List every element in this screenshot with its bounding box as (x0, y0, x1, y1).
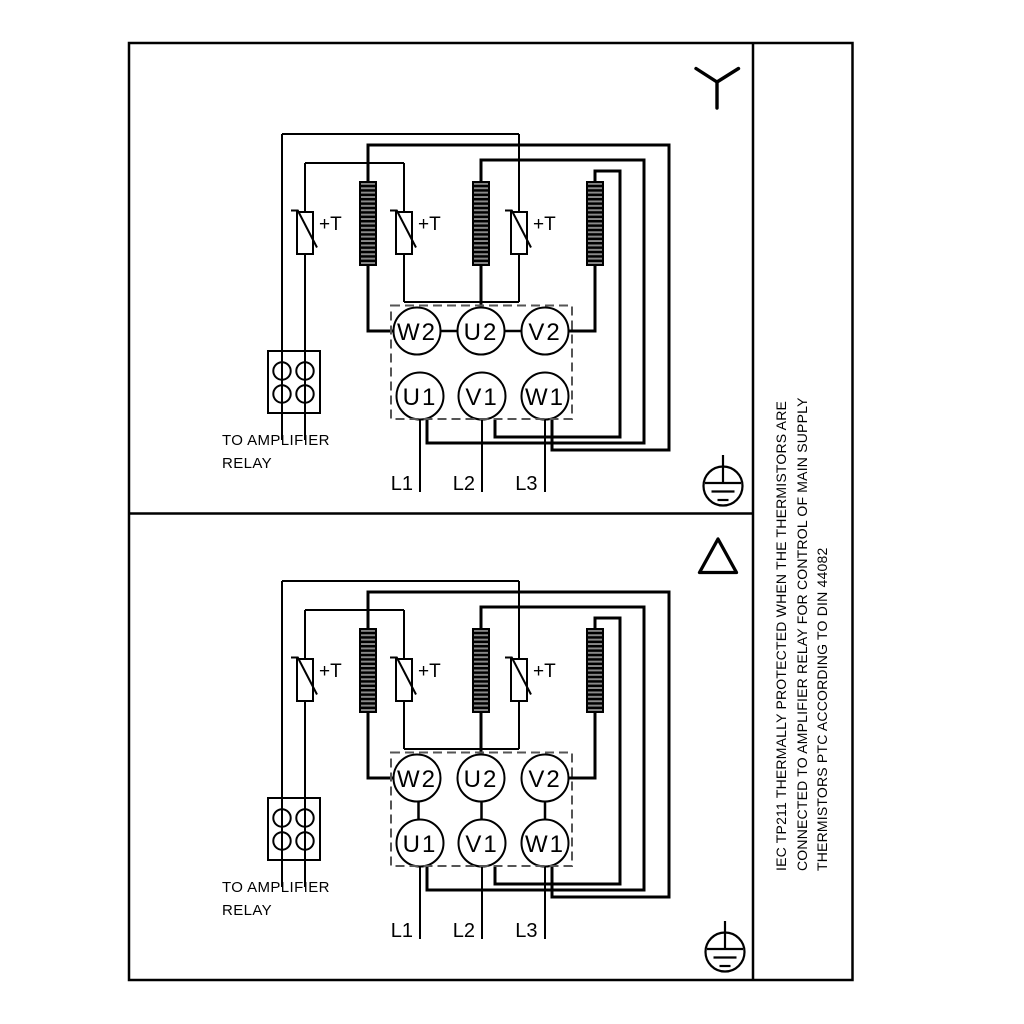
terminal-label-w1: W1 (525, 384, 565, 411)
thermistor-label: +T (319, 661, 342, 682)
terminal-label-v2: V2 (528, 766, 562, 793)
vertical-note-column (771, 382, 833, 871)
delta-terminal-links (419, 802, 546, 820)
terminal-label-u1: U1 (402, 384, 438, 411)
terminal-label-u2: U2 (463, 766, 499, 793)
supply-line-label-l3: L3 (515, 920, 538, 942)
note-line-3: THERMISTORS PTC ACCORDING TO DIN 44082 (814, 547, 830, 871)
delta-icon (700, 539, 737, 573)
supply-line-label-l3: L3 (515, 473, 538, 495)
terminal-label-v1: V1 (465, 384, 499, 411)
thermistor-label: +T (319, 214, 342, 235)
terminal-label-v1: V1 (465, 831, 499, 858)
thermistor-label: +T (533, 214, 556, 235)
relay-caption-line1: TO AMPLIFIER (222, 432, 330, 449)
note-line-2: CONNECTED TO AMPLIFIER RELAY FOR CONTROL OF MAIN SUPPLY (793, 397, 810, 871)
thermistor-label: +T (418, 214, 441, 235)
terminal-label-w2: W2 (397, 766, 437, 793)
terminal-label-w1: W1 (525, 831, 565, 858)
relay-caption-line2: RELAY (222, 902, 273, 919)
supply-line-label-l1: L1 (390, 920, 413, 942)
terminal-label-w2: W2 (397, 319, 437, 346)
star-panel (222, 69, 743, 506)
relay-caption-line1: TO AMPLIFIER (222, 879, 330, 896)
terminal-label-v2: V2 (528, 319, 562, 346)
thermistor-label: +T (533, 661, 556, 682)
thermistor-label: +T (418, 661, 441, 682)
earth-ground-icon (704, 455, 743, 506)
supply-line-label-l1: L1 (390, 473, 413, 495)
supply-line-label-l2: L2 (452, 473, 475, 495)
terminal-label-u2: U2 (463, 319, 499, 346)
earth-ground-icon (706, 921, 745, 972)
note-line-1: IEC TP211 THERMALLY PROTECTED WHEN THE THERMISTORS ARE (773, 400, 789, 871)
star-icon (696, 69, 739, 109)
relay-caption-line2: RELAY (222, 455, 273, 472)
delta-panel (222, 539, 745, 972)
supply-line-label-l2: L2 (452, 920, 475, 942)
terminal-label-u1: U1 (402, 831, 438, 858)
